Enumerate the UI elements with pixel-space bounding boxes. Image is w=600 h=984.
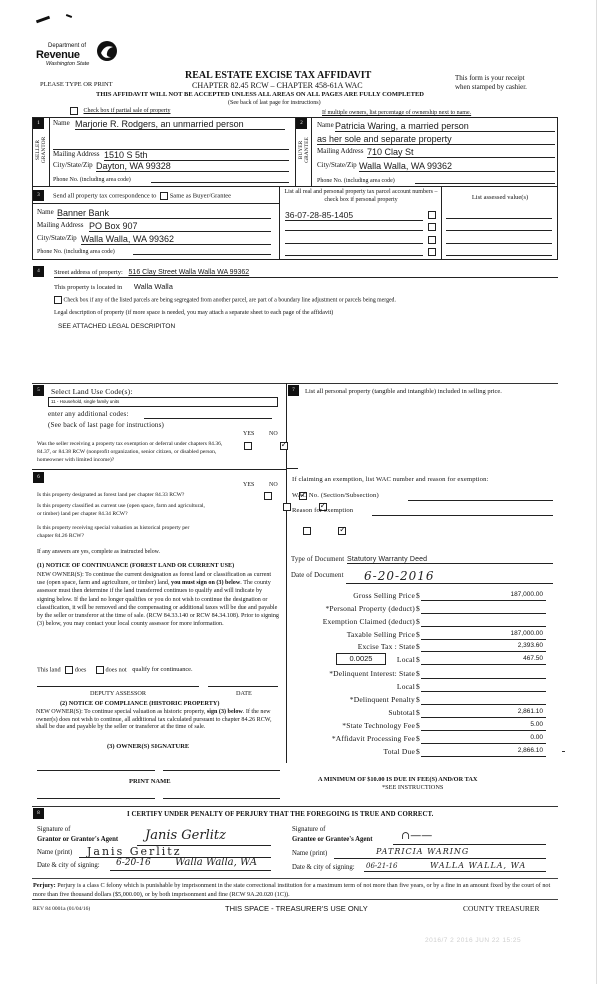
grantee-name-field[interactable]: PATRICIA WARING [334,847,546,859]
doc-date-row [291,569,553,582]
additional-codes-field[interactable] [144,410,272,419]
land-use-instructions: (See back of last page for instructions) [48,421,165,429]
doc-date-label: Date of Document [291,572,344,579]
grantee-label: GRANTEE [304,137,310,163]
receipt-note-1: This form is your receipt [455,74,525,82]
minimum-notice: A MINIMUM OF $10.00 IS DUE IN FEE(S) AND/OR TAX [318,776,478,783]
seller-city-row [53,161,289,171]
seller-name-row [53,119,289,131]
legal-description-field[interactable]: SEE ATTACHED LEGAL DESCRIPITON [58,323,176,330]
notice-1-bold: you must sign on (3) below [171,580,241,587]
parcel-header: List all real and personal property tax parcel account numbers – check box if personal property [284,189,438,203]
deputy-assessor-label: DEPUTY ASSESSOR [90,690,146,697]
technology-fee-field[interactable]: 5.00 [421,721,546,731]
excise-tax-local-field[interactable]: 467.50 [421,655,546,665]
tax-label: Local [396,682,415,691]
receipt-note-2: when stamped by cashier. [455,83,527,91]
local-rate-field[interactable]: 0.0025 [336,653,386,665]
land-use-select[interactable]: 11 - Household, single family units [48,397,278,407]
form-title: REAL ESTATE EXCISE TAX AFFIDAVIT [185,70,372,81]
treasurer-use-label: THIS SPACE - TREASURER'S USE ONLY [225,904,368,913]
print-name-line[interactable] [37,798,155,799]
historic-no-checkbox[interactable] [338,527,346,535]
please-type: PLEASE TYPE OR PRINT [40,81,113,88]
tax-row-delinquent-local [290,682,555,694]
dor-logo-icon [96,40,118,62]
assessed-value-field[interactable] [446,222,552,231]
tax-row-penalty [290,695,555,707]
tax-label: Local [396,655,415,664]
grantee-date-row [292,863,546,874]
delinquent-interest-local-field[interactable] [421,682,546,692]
personal-property-deduct-field[interactable] [421,604,546,614]
dollar-sign: $ [416,604,420,613]
additional-codes-label: enter any additional codes: [48,410,129,418]
seller-name2-field[interactable] [53,141,289,150]
taxable-selling-price-field[interactable]: 187,000.00 [421,630,546,640]
dor-logo [36,40,126,70]
agency-line1: Department of [48,43,87,49]
buyer-name-label: Name [317,121,334,129]
assessed-header: List assessed value(s) [471,194,529,201]
assessed-value-field[interactable] [446,210,552,219]
form-chapter: CHAPTER 82.45 RCW – CHAPTER 458-61A WAC [192,81,363,90]
land-use-title: Select Land Use Code(s): [51,387,133,396]
notice-2-text-b: . If the new owner(s) does not wish to continue, all additional tax calculated pursuant to chapter 84.26 RCW, shall be due and payable by the seller or transferor at the time of sale. [36,709,272,730]
personal-property-checkbox[interactable] [428,211,436,219]
seller-city-field[interactable]: Dayton, WA 99328 [96,161,289,172]
section-5-badge: 5 [33,385,44,396]
buyer-address-field[interactable]: 710 Clay St [367,147,555,158]
grantor-label: GRANTOR [41,136,47,164]
doc-date-field[interactable]: 6-20-2016 [346,569,553,584]
section-7-badge: 7 [288,385,299,396]
tax-row-local [290,655,555,667]
segregated-row [54,296,396,304]
corr-address-row [37,221,271,232]
scan-edge [596,0,597,984]
seller-phone-field[interactable] [151,175,289,183]
exemption-label: If claiming an exemption, list WAC number and reason for exemption: [292,476,489,483]
exemption-no-checkbox[interactable] [280,442,288,450]
print-name-line[interactable] [163,798,280,799]
street-address-row [54,268,558,278]
exemption-deduct-field[interactable] [421,617,546,627]
tax-label: Total Due [383,747,415,756]
buyer-address-label: Mailing Address [317,147,364,155]
buyer-name-row [317,121,555,133]
street-address-label: Street address of property: [54,269,123,276]
partial-sale-checkbox[interactable] [70,107,78,115]
notice-2-title: (2) NOTICE OF COMPLIANCE (HISTORIC PROPERTY) [60,700,220,707]
grantor-date-field: 6-20-16 [116,858,151,868]
tax-row-taxable [290,630,555,642]
dollar-sign: $ [416,747,420,756]
current-use-yes-checkbox[interactable] [283,503,291,511]
seller-address-row [53,150,289,160]
this-land-label: This land [37,666,61,674]
tax-label: Gross Selling Price [353,591,415,600]
located-field[interactable]: Walla Walla [133,282,173,291]
partial-sale-row [70,107,170,115]
located-row [54,282,173,291]
tax-label: *Delinquent Interest: State [329,669,415,678]
seller-phone-label: Phone No. (including area code) [53,177,131,183]
section-8-badge: 8 [33,808,44,819]
exemption-question: Was the seller receiving a property tax exemption or deferral under chapters 84.36, 84.37, or 84.38 RCW (nonprofit organization, senior citizen, or disabled person, homeowner with limited income)? [37,441,223,463]
processing-fee-field[interactable]: 0.00 [421,734,546,744]
reason-row [292,507,553,517]
corr-phone-label: Phone No. (including area code) [37,249,115,255]
continuance-row [37,666,193,674]
grantee-date-city-field[interactable] [364,861,546,872]
doc-type-field[interactable]: Statutory Warranty Deed [347,556,553,564]
forest-land-question: Is this property designated as forest land per chapter 84.33 RCW? [37,492,185,498]
legal-label: Legal description of property (if more space is needed, you may attach a separate sheet to each page of the affidavit) [54,310,334,316]
if-yes-note: If any answers are yes, complete as instructed below. [37,549,160,555]
exemption-yes-checkbox[interactable] [244,442,252,450]
current-use-question: Is this property classified as current use (open space, farm and agricultural, or timber) land per chapter 84.34 RCW? [37,503,205,517]
doc-type-label: Type of Document [291,556,345,563]
notice-1-text-a: NEW OWNER(S): To continue the current designation as forest land or classification as current use (open space, farm and agriculture, or timber) land, [37,572,272,587]
grantor-date-label: Date & city of signing: [37,862,100,869]
corr-phone-field[interactable] [133,247,271,255]
delinquent-penalty-field[interactable] [421,695,546,705]
grantee-agent-label: Grantee or Grantee's Agent [292,836,373,843]
section-4-badge: 4 [33,266,44,277]
notice-2-bold: sign (3) below [206,709,243,715]
notice-2-text [36,709,281,732]
buyer-phone-label: Phone No. (including area code) [317,178,395,184]
buyer-phone-field[interactable] [415,176,555,184]
tax-row-gross [290,591,555,603]
parcel-number-field[interactable] [285,247,423,256]
dollar-sign: $ [416,734,420,743]
received-stamp: 2016/7 2 2016 JUN 22 15:25 [425,937,522,944]
grantor-name-field[interactable]: Janis Gerlitz [79,845,271,858]
dollar-sign: $ [416,682,420,691]
tax-label: *State Technology Fee [342,721,415,730]
scan-mark [36,16,50,24]
personal-property-label: List all personal property (tangible and intangible) included in selling price. [305,388,502,395]
section-2-badge: 2 [296,118,307,129]
seller-name-label: Name [53,119,70,127]
qualify-label: qualify for continuance. [132,666,193,674]
partial-sale-label: Check box if partial sale of property [83,108,171,115]
buyer-label: BUYER [298,140,304,160]
tax-row-total [290,747,555,759]
wac-row [292,492,553,502]
send-correspondence-label: Send all property tax correspondence to [53,192,157,200]
corr-address-field[interactable]: PO Box 907 [89,221,271,232]
seller-address-field[interactable]: 1510 S 5th [104,150,289,161]
gross-selling-price-field[interactable]: 187,000.00 [421,591,546,601]
owner-signature-line[interactable] [163,770,280,771]
doc-type-row [291,556,553,567]
located-label: This property is located in [54,284,123,291]
grantor-agent-label: Grantor or Grantor's Agent [37,836,119,843]
wac-label: WAC No. (Section/Subsection) [292,492,379,499]
grantor-signature-field[interactable]: Janis Gerlitz [137,828,271,846]
buyer-address-row [317,147,555,157]
print-name-label: PRINT NAME [129,778,171,785]
section-3-badge: 3 [33,190,44,201]
corr-address-label: Mailing Address [37,221,84,229]
tax-label: *Affidavit Processing Fee [331,734,415,743]
tax-row-delinquent-state [290,669,555,681]
does-not-qualify-checkbox[interactable] [96,666,104,674]
does-label: does [74,666,87,674]
personal-property-checkbox[interactable] [428,248,436,256]
dollar-sign: $ [416,695,420,704]
seller-address-label: Mailing Address [53,150,100,158]
forest-yes-checkbox[interactable] [264,492,272,500]
subtotal-field[interactable]: 2,861.10 [421,708,546,718]
grantee-name-label: Name (print) [292,850,328,857]
correspondence-send-row [53,192,231,200]
segregated-label: Check box if any of the listed parcels are being segregated from another parcel, are part of a boundary line adjustment or parcels being merged. [63,297,396,304]
corr-phone-row [37,247,271,257]
dollar-sign: $ [416,591,420,600]
grantor-signature-of: Signature of [37,826,71,833]
tax-label: *Delinquent Penalty [349,695,415,704]
grantee-signature-of: Signature of [292,826,326,833]
owner-signature-line[interactable] [37,770,155,771]
historic-yes-checkbox[interactable] [303,527,311,535]
grantee-signature-field[interactable]: ∩—— [393,829,546,845]
personal-property-field[interactable] [300,410,550,460]
dollar-sign: $ [416,669,420,678]
certification-title: I CERTIFY UNDER PENALTY OF PERJURY THAT THE FOREGOING IS TRUE AND CORRECT. [127,811,434,818]
no-header: NO [269,482,278,488]
tax-label: *Personal Property (deduct) [325,604,415,613]
buyer-phone-row [317,176,555,186]
grantee-city-field: WALLA WALLA, WA [430,861,527,870]
seller-name-field[interactable]: Marjorie R. Rodgers, an unmarried person [75,119,285,130]
grantor-name-label: Name (print) [37,849,73,856]
dollar-sign: $ [416,642,420,651]
notice-1-text [37,571,280,628]
no-header: NO [269,431,278,437]
section-6-badge: 6 [33,472,44,483]
owner-signature-label: (3) OWNER(S) SIGNATURE [107,743,190,750]
parcel-number-field[interactable] [285,235,423,244]
assessed-value-field[interactable] [446,247,552,256]
grantee-date-field: 06-21-16 [366,862,398,870]
tax-label: Subtotal [388,708,415,717]
buyer-name-field[interactable]: Patricia Waring, a married person [335,121,555,132]
parcel-row [285,222,438,232]
date-label: DATE [236,690,252,697]
additional-codes-row [48,410,278,418]
county-treasurer-label: COUNTY TREASURER [463,904,540,913]
yes-header: YES [243,482,255,488]
street-address-field[interactable]: 516 Clay Street Walla Walla WA 99362 [128,269,250,276]
perjury-notice [33,882,558,899]
personal-property-checkbox[interactable] [428,236,436,244]
same-as-buyer-label: Same as Buyer/Grantee [169,192,232,200]
does-qualify-checkbox[interactable] [65,666,73,674]
dollar-sign: $ [416,617,420,626]
corr-city-label: City/State/Zip [37,234,77,242]
grantor-city-field: Walla Walla, WA [175,857,257,868]
notice-2-text-a: NEW OWNER(S): To continue special valuation as historic property, [36,709,207,715]
personal-property-checkbox[interactable] [428,223,436,231]
dollar-sign: $ [416,630,420,639]
does-not-label: does not [105,666,127,674]
multiple-owners-note: If multiple owners, list percentage of ownership next to name. [322,110,472,116]
parcel-row [285,247,438,257]
corr-name-row [37,208,271,219]
buyer-city-row [317,161,555,171]
corr-name-field[interactable]: Banner Bank [57,208,271,219]
form-warning: THIS AFFIDAVIT WILL NOT BE ACCEPTED UNLESS ALL AREAS ON ALL PAGES ARE FULLY COMPLETED [96,91,424,98]
notice-1-title: (1) NOTICE OF CONTINUANCE (FOREST LAND OR CURRENT USE) [37,562,235,569]
tax-row-state [290,642,555,654]
parcel-number-field[interactable]: 36-07-28-85-1405 [285,210,423,221]
grantee-name-row [292,849,546,860]
wac-field[interactable] [408,492,553,501]
grantor-date-row [37,857,271,872]
tax-row-tech-fee [290,721,555,733]
tax-row-subtotal [290,708,555,720]
corr-name-label: Name [37,208,54,216]
grantor-date-city-field[interactable] [110,858,271,871]
see-instructions: *SEE INSTRUCTIONS [382,784,444,791]
delinquent-interest-state-field[interactable] [421,669,546,679]
perjury-bold: Perjury: [33,882,56,889]
parcel-row [285,235,438,245]
tax-label: Excise Tax : State [357,642,415,651]
tax-label: Exemption Claimed (deduct) [322,617,415,626]
parcel-number-field[interactable] [285,222,423,231]
corr-city-row [37,234,271,245]
agency-line3: Washington State [46,61,90,67]
see-back: (See back of last page for instructions) [228,100,321,106]
perjury-text: Perjury is a class C felony which is punishable by imprisonment in the state correctional institution for a maximum term of not more than five years, or by a fine in an amount fixed by the court of not more than five thousand dollars ($5,000.00), or by both imprisonment and fine (RCW 9A.20.020 (1C)). [33,882,551,898]
buyer-side-label [296,130,312,174]
seller-city-label: City/State/Zip [53,161,93,169]
tax-row-exemption [290,617,555,629]
scan-mark [562,751,565,752]
assessed-value-field[interactable] [446,235,552,244]
buyer-city-label: City/State/Zip [317,161,357,169]
seller-side-label [33,130,50,174]
section-1-badge: 1 [33,118,44,129]
notice-1-text-b: . The county assessor must then determine if the land transferred continues to qualify and will indicate by signing below. If the land no longer qualifies or you do not wish to continue the designation or classification, it will be removed and the compensating or additional taxes will be due and payable by the seller or transferor at the time of sale. (RCW 84.33.140 or RCW 84.34.108). Prior to signing (3) below, you may contact your local county assessor for more information. [37,580,279,628]
tax-row-personal [290,604,555,616]
segregated-checkbox[interactable] [54,296,62,304]
corr-city-field[interactable]: Walla Walla, WA 99362 [81,234,271,245]
scan-mark [66,14,72,18]
yes-header: YES [243,431,255,437]
excise-tax-state-field[interactable]: 2,393.60 [421,642,546,652]
total-due-field[interactable]: 2,866.10 [421,747,546,757]
dollar-sign: $ [416,655,420,664]
historic-question: Is this property receiving special valuation as historical property per chapter 84.26 RCW? [37,525,190,539]
reason-label: Reason for exemption [292,507,354,514]
form-number: REV 84 0001a (01/04/16) [33,906,91,912]
grantee-date-label: Date & city of signing: [292,864,355,871]
parcel-row [285,210,438,220]
agency-line2: Revenue [36,49,80,61]
buyer-city-field[interactable]: Walla Walla, WA 99362 [359,161,555,172]
seller-label: SELLER [35,139,41,161]
seller-phone-row [53,175,289,185]
dollar-sign: $ [416,708,420,717]
tax-row-processing-fee [290,734,555,746]
reason-field[interactable] [372,507,553,516]
tax-label: Taxable Selling Price [346,630,415,639]
same-as-buyer-checkbox[interactable] [160,192,168,200]
dollar-sign: $ [416,721,420,730]
buyer-name2-field[interactable]: as her sole and separate property [317,134,555,145]
